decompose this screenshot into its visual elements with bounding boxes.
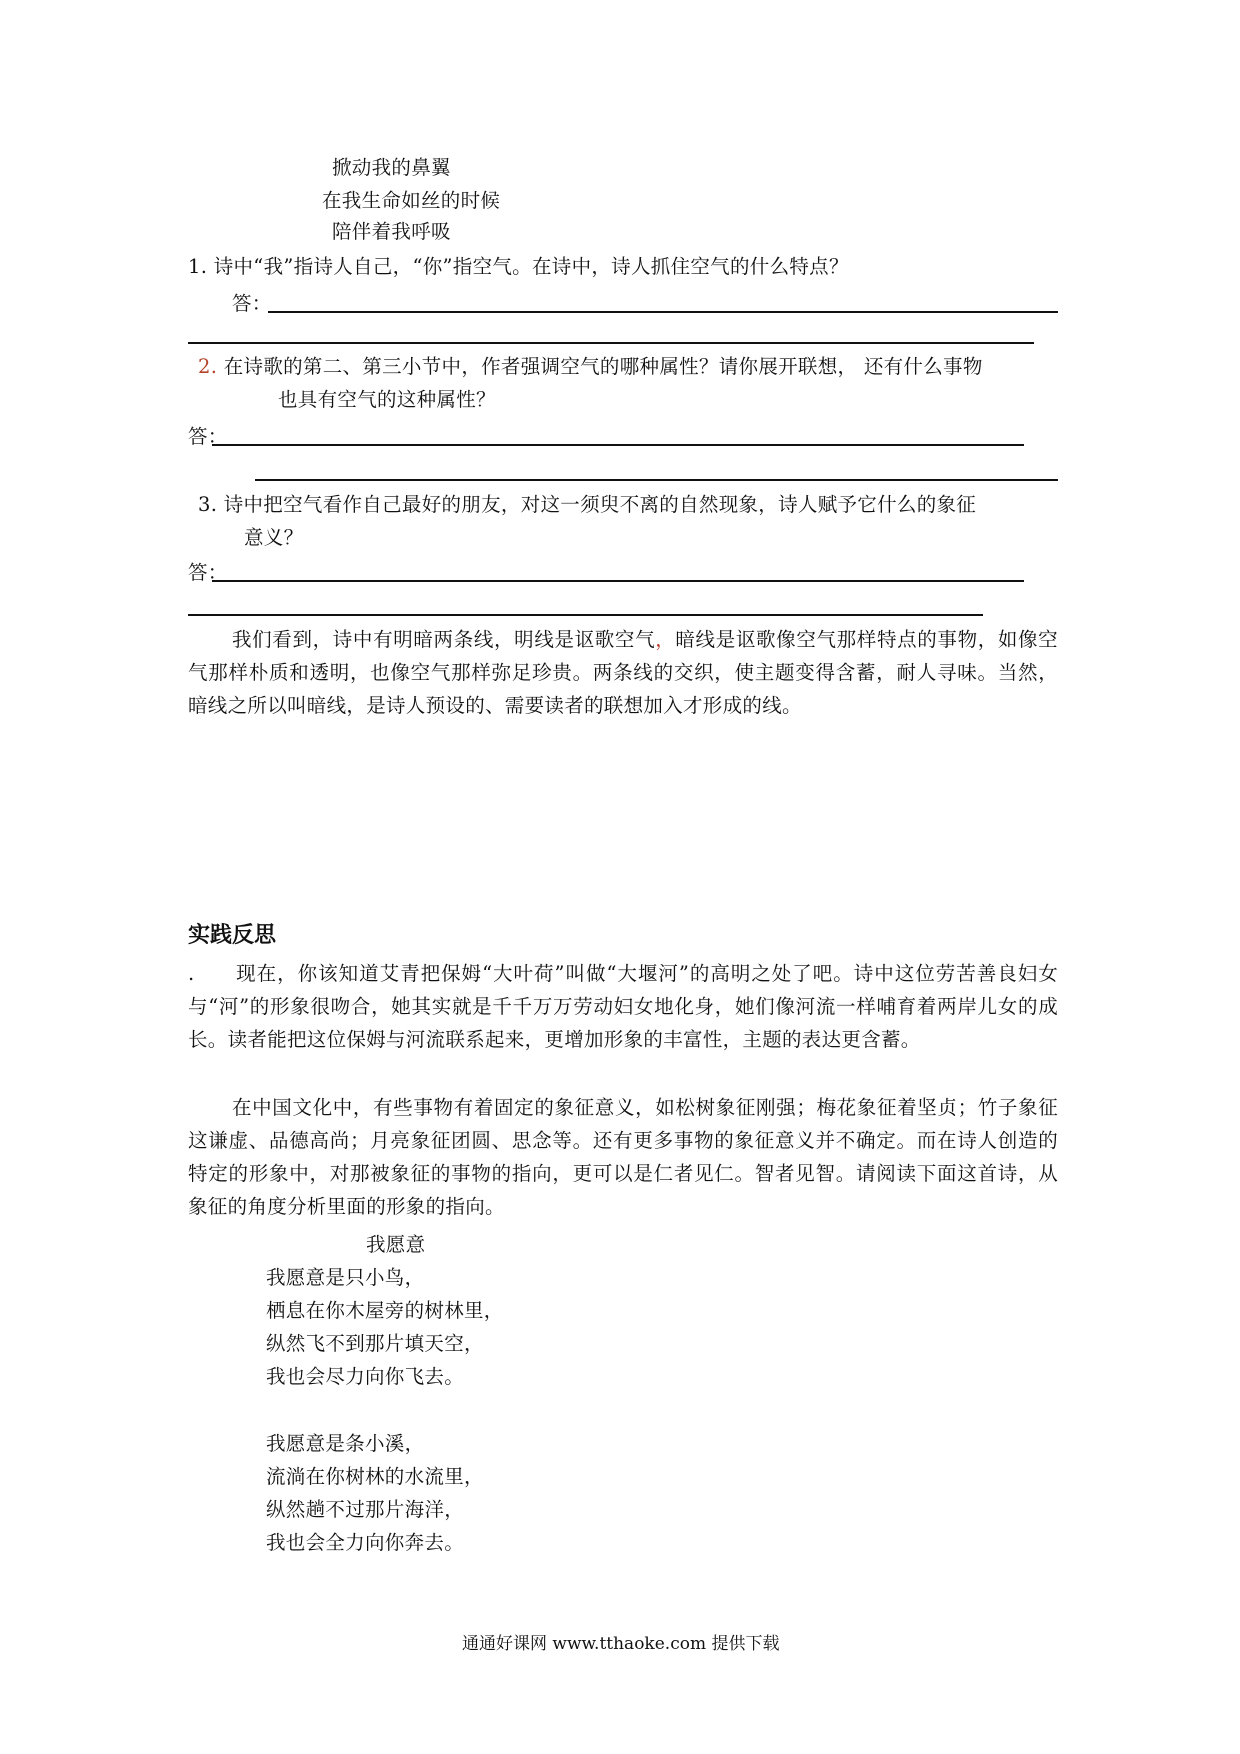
poem-line: 纵然趟不过那片海洋， [266,1498,465,1521]
poem-line: 流淌在你树林的水流里， [266,1465,484,1488]
poem-title: 我愿意 [366,1233,426,1256]
question-2-text: 在诗歌的第二、第三小节中，作者强调空气的哪种属性？请你展开联想， 还有什么事物 [217,355,983,378]
answer-label: 答： [188,425,228,448]
page-footer: 通通好课网 www.tthaoke.com 提供下载 [462,1634,780,1654]
answer-line [255,479,1058,481]
poem-line: 我愿意是条小溪， [266,1432,425,1455]
answer-line [268,311,1058,313]
question-3-cont: 意义？ [244,526,304,549]
poem-line: 掀动我的鼻翼 [332,156,451,179]
reflection-paragraph: . 现在，你该知道艾青把保姆“大叶荷”叫做“大堰河”的高明之处了吧。诗中这位劳苦善良妇女与“河”的形象很吻合，她其实就是千千万万劳动妇女地化身，她们像河流一样哺育着两岸儿女的成长。读者能把这位保姆与河流联系起来，更增加形象的丰富性，主题的表达更含蓄。 [188,962,1058,1051]
answer-label: 答： [232,292,272,315]
question-3: 3. 诗中把空气看作自己最好的朋友，对这一须臾不离的自然现象，诗人赋予它什么的象征 [198,493,977,516]
poem-line: 我也会全力向你奔去。 [266,1531,465,1554]
summary-text: 暗线是讴歌像空气那样特点的事物，如像空气那样朴质和透明，也像空气那样弥足珍贵。两条线的交织，使主题变得含蓄，耐人寻味。当然，暗线之所以叫暗线，是诗人预设的、需要读者的联想加入才形成的线。 [188,628,1058,717]
poem-line: 在我生命如丝的时候 [322,189,501,212]
section-title: 实践反思 [188,923,277,948]
poem-line: 纵然飞不到那片填天空， [266,1332,484,1355]
answer-line [188,614,983,616]
poem-line: 我愿意是只小鸟， [266,1266,425,1289]
question-2-cont: 也具有空气的这种属性？ [278,388,496,411]
question-2 [198,351,983,383]
reflection-paragraph: 在中国文化中，有些事物有着固定的象征意义，如松树象征刚强；梅花象征着坚贞；竹子象征这谦虚、品德高尚；月亮象征团圆、思念等。还有更多事物的象征意义并不确定。而在诗人创造的特定的形象中，对那被象征的事物的指向，更可以是仁者见仁。智者见智。请阅读下面这首诗，从象征的角度分析里面的形象的指向。 [188,1096,1058,1218]
answer-line [188,342,1034,344]
poem-line: 我也会尽力向你飞去。 [266,1365,465,1388]
poem-line: 栖息在你木屋旁的树林里， [266,1299,504,1322]
summary-paragraph [188,623,1058,722]
poem-line: 陪伴着我呼吸 [332,220,451,243]
answer-label: 答： [188,561,228,584]
answer-line [212,580,1024,582]
answer-line [212,444,1024,446]
summary-red-comma: ， [655,628,676,651]
question-number: 2. [198,355,218,378]
summary-text: 我们看到，诗中有明暗两条线，明线是讴歌空气 [232,628,656,651]
question-1: 1. 诗中“我”指诗人自己，“你”指空气。在诗中，诗人抓住空气的什么特点？ [188,255,849,278]
